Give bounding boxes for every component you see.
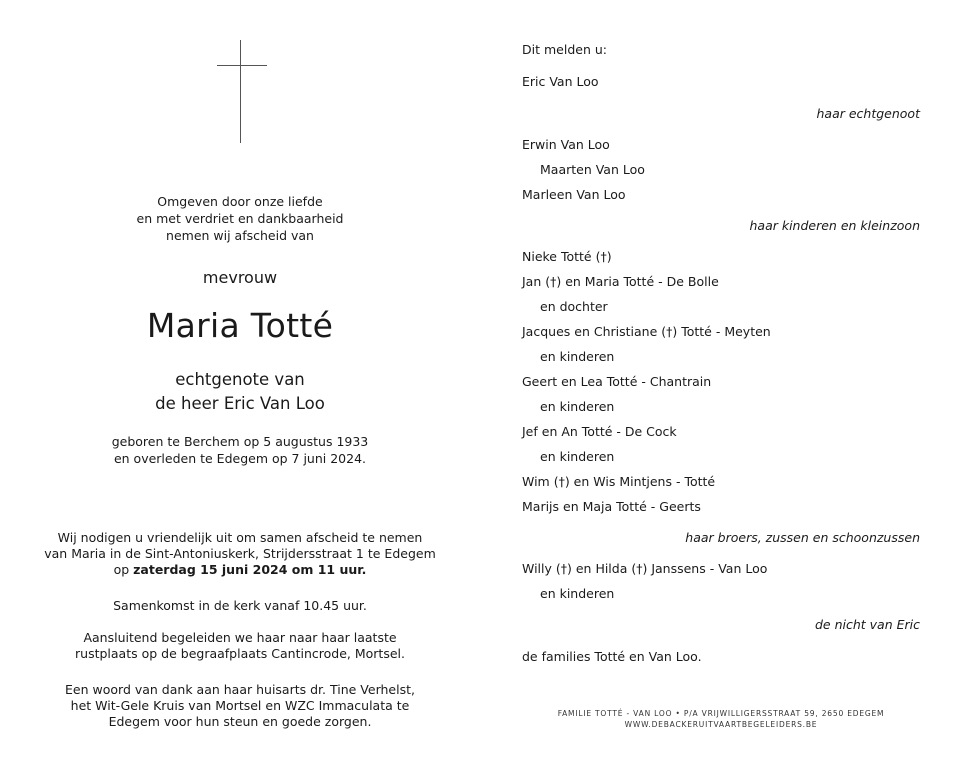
invite-line: Wij nodigen u vriendelijk uit om samen afscheid te nemen (57, 530, 423, 545)
ceremony-date: zaterdag 15 juni 2024 om 11 uur. (133, 562, 367, 577)
gathering-text: Samenkomst in de kerk vanaf 10.45 uur. (113, 598, 367, 613)
footer-website: WWW.DEBACKERUITVAARTBEGELEIDERS.BE (624, 720, 818, 729)
invite-line: van Maria in de Sint-Antoniuskerk, Strijdersstraat 1 te Edegem (44, 546, 436, 561)
grandchild-name: Maarten Van Loo (540, 162, 645, 177)
thanks-text (0, 682, 480, 730)
invitation-text (0, 530, 480, 578)
sibling-subline: en kinderen (540, 449, 615, 464)
spouse-text (0, 368, 480, 416)
deceased-name: Maria Totté (146, 306, 334, 345)
sibling-line: Wim (†) en Wis Mintjens - Totté (522, 474, 716, 489)
footer (522, 708, 920, 730)
thanks-line: het Wit-Gele Kruis van Mortsel en WZC Immaculata te (70, 698, 410, 713)
sibling-subline: en kinderen (540, 399, 615, 414)
dates-text (0, 433, 480, 467)
sibling-line: Geert en Lea Totté - Chantrain (522, 374, 712, 389)
death-line: en overleden te Edegem op 7 juni 2024. (113, 451, 367, 466)
sibling-line: Nieke Totté (†) (522, 249, 612, 264)
role-children: haar kinderen en kleinzoon (749, 218, 920, 233)
sibling-line: Jacques en Christiane (†) Totté - Meyten (522, 324, 771, 339)
role-husband: haar echtgenoot (816, 106, 920, 121)
invite-prefix: op (113, 562, 134, 577)
thanks-line: Edegem voor hun steun en goede zorgen. (108, 714, 372, 729)
sibling-subline: en dochter (540, 299, 608, 314)
footer-address: FAMILIE TOTTÉ - VAN LOO • P/A VRIJWILLIGERSSTRAAT 59, 2650 EDEGEM (557, 709, 885, 718)
title-prefix: mevrouw (202, 268, 278, 287)
niece-line: Willy (†) en Hilda (†) Janssens - Van Loo (522, 561, 768, 576)
burial-line: rustplaats op de begraafplaats Cantincrode, Mortsel. (75, 646, 405, 661)
burial-text (0, 630, 480, 662)
spouse-line: echtgenote van (175, 370, 305, 389)
intro-text (0, 193, 480, 244)
sibling-line: Marijs en Maja Totté - Geerts (522, 499, 701, 514)
sibling-line: Jan (†) en Maria Totté - De Bolle (522, 274, 719, 289)
burial-line: Aansluitend begeleiden we haar naar haar laatste (83, 630, 397, 645)
cross-icon (217, 40, 267, 143)
invite-line (0, 562, 480, 578)
spouse-line: de heer Eric Van Loo (155, 394, 325, 413)
child-name: Marleen Van Loo (522, 187, 626, 202)
intro-line: nemen wij afscheid van (166, 228, 314, 243)
role-siblings: haar broers, zussen en schoonzussen (685, 530, 920, 545)
intro-line: Omgeven door onze liefde (157, 194, 323, 209)
families-line: de families Totté en Van Loo. (522, 649, 702, 664)
sibling-subline: en kinderen (540, 349, 615, 364)
thanks-line: Een woord van dank aan haar huisarts dr. Tine Verhelst, (65, 682, 415, 697)
right-column (522, 0, 920, 770)
birth-line: geboren te Berchem op 5 augustus 1933 (111, 434, 369, 449)
announcement-header: Dit melden u: (522, 42, 607, 57)
child-name: Erwin Van Loo (522, 137, 610, 152)
sibling-line: Jef en An Totté - De Cock (522, 424, 677, 439)
intro-line: en met verdriet en dankbaarheid (136, 211, 344, 226)
role-niece: de nicht van Eric (815, 617, 920, 632)
husband-name: Eric Van Loo (522, 74, 599, 89)
niece-subline: en kinderen (540, 586, 615, 601)
